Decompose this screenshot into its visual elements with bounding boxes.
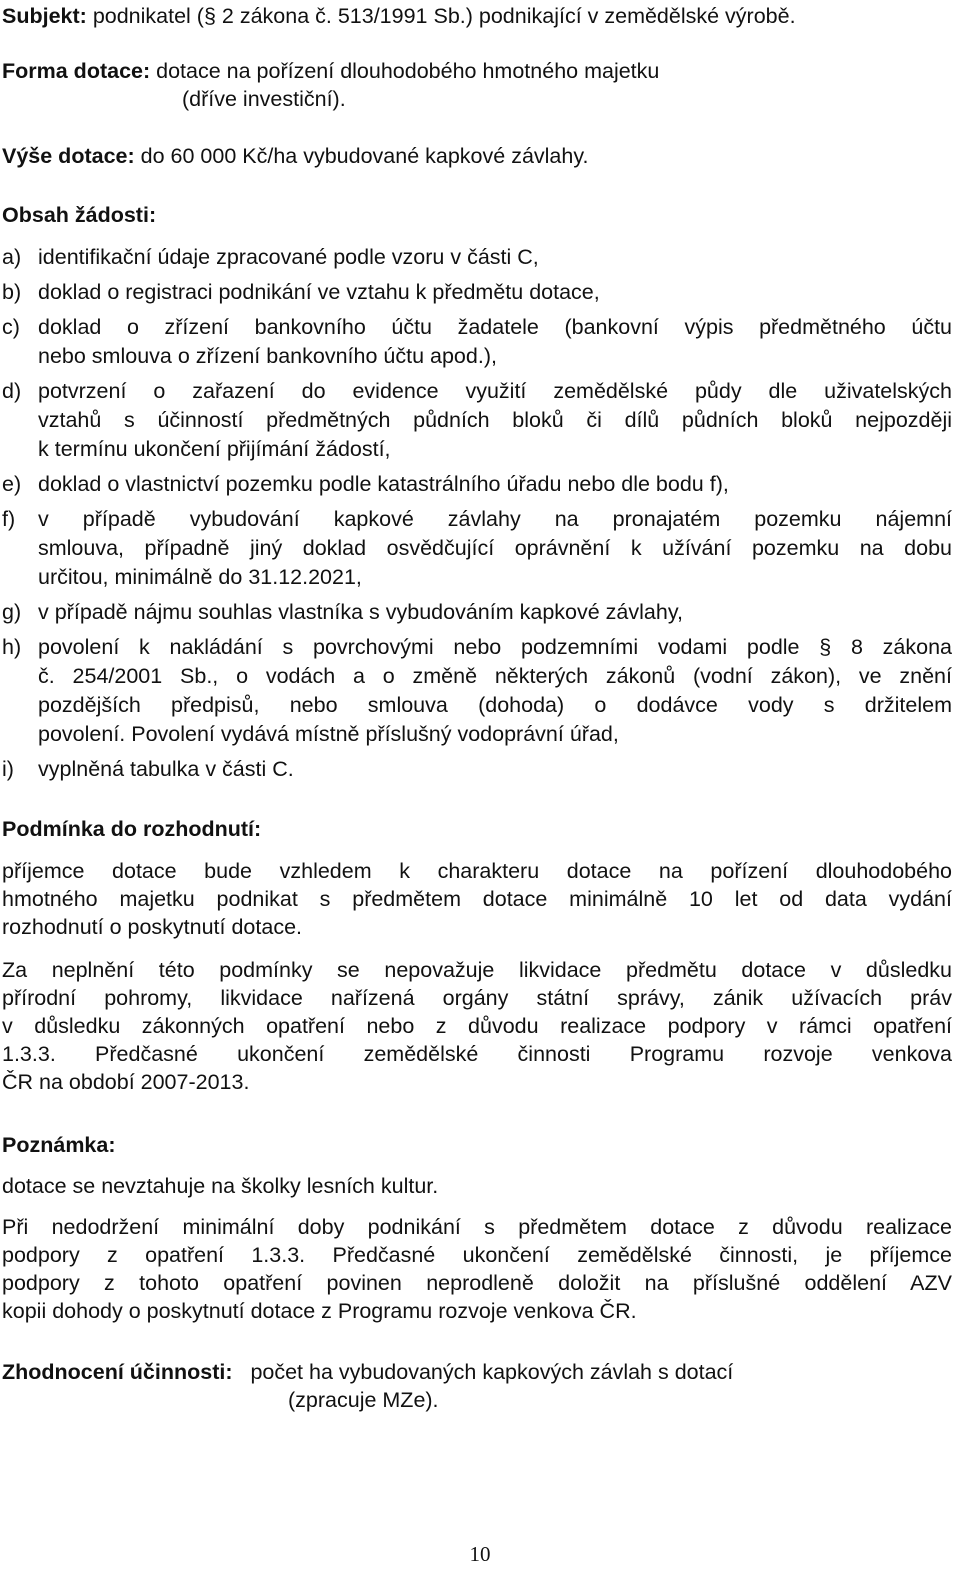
- poznamka-paragraph-1: [2, 1172, 952, 1200]
- paragraph-line: dotace se nevztahuje na školky lesních kultur.: [2, 1174, 439, 1198]
- list-item-label: i): [2, 757, 14, 781]
- paragraph-line: 1.3.3. Předčasné ukončení zemědělské činnosti Programu rozvoje venkova: [2, 1042, 952, 1066]
- list-item-text: potvrzení o zařazení do evidence využití zemědělské půdy dle uživatelských: [38, 379, 952, 403]
- paragraph-line: rozhodnutí o poskytnutí dotace.: [2, 915, 303, 939]
- list-item-text: v případě nájmu souhlas vlastníka s vybudováním kapkové závlahy,: [38, 600, 683, 624]
- list-item-text: smlouva, případně jiný doklad osvědčující oprávnění k užívání pozemku na dobu: [38, 536, 952, 560]
- zhodnoceni-text: počet ha vybudovaných kapkových závlah s dotací: [250, 1360, 734, 1384]
- paragraph-line: ČR na období 2007-2013.: [2, 1070, 250, 1094]
- zhodnoceni-row: [2, 1358, 952, 1414]
- list-item-label: e): [2, 472, 22, 496]
- obsah-heading: Obsah žádosti:: [2, 203, 157, 227]
- podminka-heading: Podmínka do rozhodnutí:: [2, 817, 262, 841]
- list-item-text: povolení. Povolení vydává místně příslušný vodoprávní úřad,: [38, 722, 619, 746]
- poznamka-paragraph-2: [2, 1213, 952, 1325]
- list-item: [2, 633, 952, 749]
- vyse-label: Výše dotace:: [2, 144, 135, 168]
- page-number: 10: [469, 1542, 491, 1566]
- paragraph-line: kopii dohody o poskytnutí dotace z Programu rozvoje venkova ČR.: [2, 1299, 637, 1323]
- vyse-row: [2, 142, 952, 170]
- paragraph-line: podpory z tohoto opatření povinen neprodleně doložit na příslušné oddělení AZV: [2, 1271, 952, 1295]
- subjekt-row: [2, 2, 952, 30]
- paragraph-line: v důsledku zákonných opatření nebo z důvodu realizace podpory v rámci opatření: [2, 1014, 952, 1038]
- forma-row: [2, 57, 952, 113]
- subjekt-label: Subjekt:: [2, 4, 87, 28]
- paragraph-line: přírodní pohromy, likvidace nařízená orgány státní správy, zánik užívacích práv: [2, 986, 952, 1010]
- list-item: [2, 470, 952, 499]
- paragraph-line: Za neplnění této podmínky se nepovažuje likvidace předmětu dotace v důsledku: [2, 958, 952, 982]
- list-item: [2, 755, 952, 784]
- list-item-text: vztahů s účinností předmětných půdních bloků či dílů půdních bloků nejpozději: [38, 408, 952, 432]
- list-item: [2, 377, 952, 464]
- list-item-text: určitou, minimálně do 31.12.2021,: [38, 565, 362, 589]
- list-item: [2, 313, 952, 371]
- list-item: [2, 243, 952, 272]
- forma-text: dotace na pořízení dlouhodobého hmotného majetku: [156, 59, 660, 83]
- paragraph-line: hmotného majetku podnikat s předmětem dotace minimálně 10 let od data vydání: [2, 887, 952, 911]
- zhodnoceni-text-cont: (zpracuje MZe).: [288, 1388, 439, 1412]
- paragraph-line: podpory z opatření 1.3.3. Předčasné ukončení zemědělské činnosti, je příjemce: [2, 1243, 952, 1267]
- list-item-label: h): [2, 635, 22, 659]
- list-item-label: a): [2, 245, 22, 269]
- forma-label: Forma dotace:: [2, 59, 151, 83]
- zhodnoceni-label: Zhodnocení účinnosti:: [2, 1360, 233, 1384]
- list-item-label: d): [2, 379, 22, 403]
- vyse-text: do 60 000 Kč/ha vybudované kapkové závlahy.: [140, 144, 589, 168]
- list-item: [2, 278, 952, 307]
- paragraph-line: Při nedodržení minimální doby podnikání s předmětem dotace z důvodu realizace: [2, 1215, 952, 1239]
- list-item-text: k termínu ukončení přijímání žádostí,: [38, 437, 391, 461]
- list-item-label: f): [2, 507, 16, 531]
- paragraph-line: příjemce dotace bude vzhledem k charakteru dotace na pořízení dlouhodobého: [2, 859, 952, 883]
- obsah-heading-row: [2, 201, 952, 229]
- poznamka-heading-row: [2, 1131, 952, 1159]
- list-item-text: doklad o zřízení bankovního účtu žadatele (bankovní výpis předmětného účtu: [38, 315, 952, 339]
- podminka-paragraph-1: [2, 857, 952, 941]
- list-item-text: v případě vybudování kapkové závlahy na pronajatém pozemku nájemní: [38, 507, 952, 531]
- list-item-label: b): [2, 280, 22, 304]
- list-item-label: c): [2, 315, 20, 339]
- subjekt-text: podnikatel (§ 2 zákona č. 513/1991 Sb.) podnikající v zemědělské výrobě.: [92, 4, 796, 28]
- list-item-label: g): [2, 600, 22, 624]
- list-item: [2, 598, 952, 627]
- list-item-text: č. 254/2001 Sb., o vodách a o změně některých zákonů (vodní zákon), ve znění: [38, 664, 952, 688]
- poznamka-heading: Poznámka:: [2, 1133, 116, 1157]
- list-item: [2, 505, 952, 592]
- forma-text-cont: (dříve investiční).: [182, 87, 346, 111]
- list-item-text: identifikační údaje zpracované podle vzoru v části C,: [38, 245, 539, 269]
- podminka-paragraph-2: [2, 956, 952, 1096]
- obsah-list: [2, 243, 952, 784]
- list-item-text: doklad o vlastnictví pozemku podle katastrálního úřadu nebo dle bodu f),: [38, 472, 729, 496]
- list-item-text: vyplněná tabulka v části C.: [38, 757, 294, 781]
- podminka-heading-row: [2, 815, 952, 843]
- list-item-text: doklad o registraci podnikání ve vztahu k předmětu dotace,: [38, 280, 600, 304]
- list-item-text: povolení k nakládání s povrchovými nebo podzemními vodami podle § 8 zákona: [38, 635, 952, 659]
- list-item-text: pozdějších předpisů, nebo smlouva (dohoda) o dodávce vody s držitelem: [38, 693, 952, 717]
- list-item-text: nebo smlouva o zřízení bankovního účtu apod.),: [38, 344, 497, 368]
